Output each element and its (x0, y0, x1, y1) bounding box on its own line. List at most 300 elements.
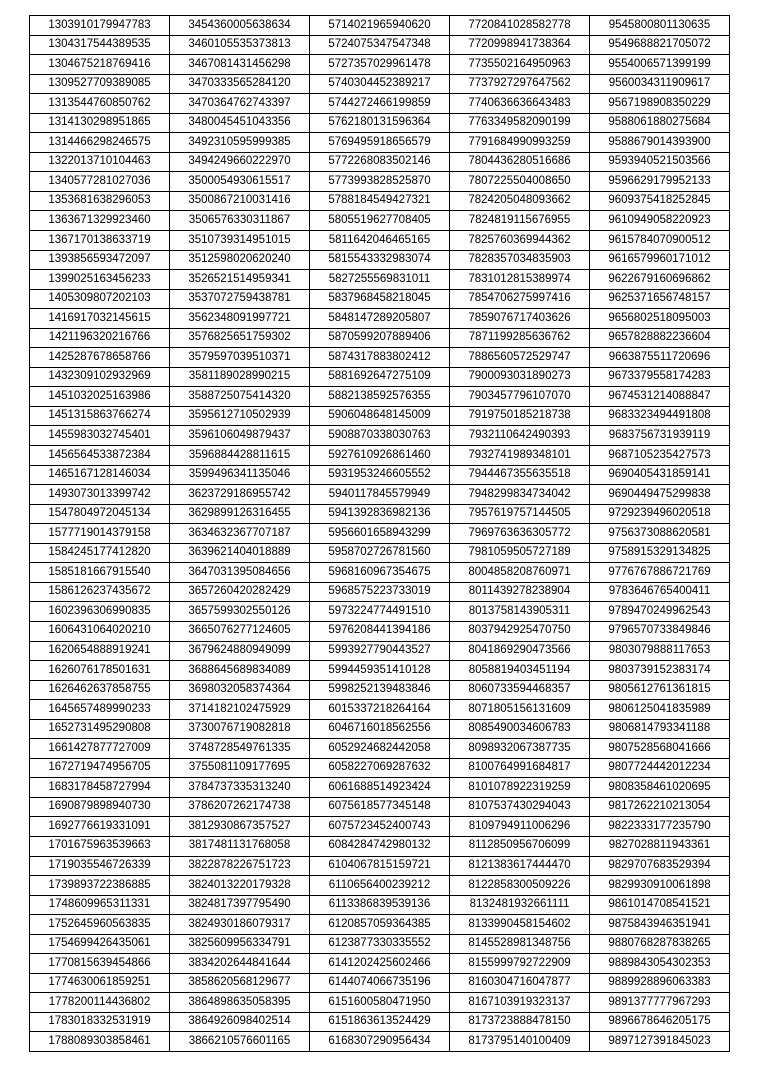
table-cell: 7932110642490393 (450, 426, 590, 446)
table-cell: 6104067815159721 (310, 856, 450, 876)
table-cell: 7828357034835903 (450, 250, 590, 270)
table-cell: 9807528568041666 (590, 739, 730, 759)
table-row (30, 973, 730, 993)
table-cell: 1314130298951865 (30, 113, 170, 133)
table-cell: 1620654888919241 (30, 641, 170, 661)
table-cell: 1304317544389535 (30, 35, 170, 55)
table-cell: 9593940521503566 (590, 152, 730, 172)
table-cell: 9803739152383174 (590, 661, 730, 681)
table-cell: 9729239496020518 (590, 504, 730, 524)
table-cell: 1432309102932969 (30, 367, 170, 387)
table-cell: 5724075347547348 (310, 35, 450, 55)
table-row (30, 700, 730, 720)
table-cell: 3824013220179328 (170, 876, 310, 896)
table-cell: 8011439278238904 (450, 582, 590, 602)
table-row (30, 231, 730, 251)
table-cell: 9896678646205175 (590, 1012, 730, 1032)
table-row (30, 152, 730, 172)
table-cell: 5973224774491510 (310, 602, 450, 622)
table-cell: 7720841028582778 (450, 16, 590, 36)
table-cell: 3864926098402514 (170, 1012, 310, 1032)
table-cell: 9891377777967293 (590, 993, 730, 1013)
table-row (30, 250, 730, 270)
table-row (30, 758, 730, 778)
table-row (30, 582, 730, 602)
table-cell: 3581189028990215 (170, 367, 310, 387)
table-cell: 3500054930615517 (170, 172, 310, 192)
table-cell: 6151600580471950 (310, 993, 450, 1013)
table-row (30, 895, 730, 915)
table-cell: 1455983032745401 (30, 426, 170, 446)
table-row (30, 563, 730, 583)
table-cell: 5740304452389217 (310, 74, 450, 94)
table-cell: 1690879898940730 (30, 797, 170, 817)
table-cell: 9690449475299838 (590, 485, 730, 505)
table-row (30, 172, 730, 192)
table-cell: 6061688514923424 (310, 778, 450, 798)
table-cell: 8145528981348756 (450, 934, 590, 954)
table-cell: 6144074066735196 (310, 973, 450, 993)
table-cell: 8085490034606783 (450, 719, 590, 739)
table-cell: 3824817397795490 (170, 895, 310, 915)
table-cell: 9690405431859141 (590, 465, 730, 485)
table-cell: 5744272466199859 (310, 94, 450, 114)
table-cell: 9789470249962543 (590, 602, 730, 622)
table-cell: 9889843054302353 (590, 954, 730, 974)
table-cell: 1584245177412820 (30, 543, 170, 563)
table-cell: 9807724442012234 (590, 758, 730, 778)
table-row (30, 406, 730, 426)
table-cell: 1367170138633719 (30, 231, 170, 251)
table-cell: 9610949058220923 (590, 211, 730, 231)
table-cell: 3470364762743397 (170, 94, 310, 114)
table-cell: 5958702726781560 (310, 543, 450, 563)
table-cell: 3657260420282429 (170, 582, 310, 602)
table-cell: 9687105235427573 (590, 446, 730, 466)
table-cell: 6084284742980132 (310, 836, 450, 856)
table-cell: 3665076277124605 (170, 621, 310, 641)
table-cell: 9829930910061898 (590, 876, 730, 896)
table-cell: 5815543332983074 (310, 250, 450, 270)
table-cell: 8112850956706099 (450, 836, 590, 856)
table-cell: 6113386839539136 (310, 895, 450, 915)
table-cell: 8121383617444470 (450, 856, 590, 876)
table-cell: 5927610926861460 (310, 446, 450, 466)
table-cell: 6120857059364385 (310, 915, 450, 935)
table-cell: 5940117845579949 (310, 485, 450, 505)
table-cell: 8060733594468357 (450, 680, 590, 700)
table-cell: 9758915329134825 (590, 543, 730, 563)
table-row (30, 504, 730, 524)
table-cell: 3824930186079317 (170, 915, 310, 935)
table-cell: 9805612761361815 (590, 680, 730, 700)
table-row (30, 35, 730, 55)
table-cell: 5968160967354675 (310, 563, 450, 583)
table-cell: 3825609956334791 (170, 934, 310, 954)
table-row (30, 680, 730, 700)
table-cell: 3864898635058395 (170, 993, 310, 1013)
table-cell: 3494249660222970 (170, 152, 310, 172)
table-cell: 3639621404018889 (170, 543, 310, 563)
table-row (30, 524, 730, 544)
table-row (30, 465, 730, 485)
table-cell: 5811642046465165 (310, 231, 450, 251)
table-cell: 9683323494491808 (590, 406, 730, 426)
table-cell: 3500867210031416 (170, 191, 310, 211)
table-cell: 3623729186955742 (170, 485, 310, 505)
table-cell: 1399025163456233 (30, 270, 170, 290)
table-cell: 3579597039510371 (170, 348, 310, 368)
table-row (30, 954, 730, 974)
table-cell: 8122858300509226 (450, 876, 590, 896)
table-cell: 7919750185218738 (450, 406, 590, 426)
table-cell: 9588679014393900 (590, 133, 730, 153)
table-cell: 1425287678658766 (30, 348, 170, 368)
table-cell: 8041869290473566 (450, 641, 590, 661)
table-row (30, 621, 730, 641)
table-cell: 3506576330311867 (170, 211, 310, 231)
table-cell: 5727357029961478 (310, 55, 450, 75)
table-cell: 5773993828525870 (310, 172, 450, 192)
table-cell: 9567198908350229 (590, 94, 730, 114)
number-table-body (30, 16, 730, 1052)
table-cell: 3526521514959341 (170, 270, 310, 290)
table-cell: 1652731495290808 (30, 719, 170, 739)
table-cell: 3512598020620240 (170, 250, 310, 270)
table-cell: 9889928896063383 (590, 973, 730, 993)
table-cell: 5968575223733019 (310, 582, 450, 602)
table-cell: 9549688821705072 (590, 35, 730, 55)
table-cell: 6168307290956434 (310, 1032, 450, 1052)
table-cell: 3510739314951015 (170, 231, 310, 251)
table-cell: 9683756731939119 (590, 426, 730, 446)
table-cell: 8173723888478150 (450, 1012, 590, 1032)
table-cell: 3866210576601165 (170, 1032, 310, 1052)
table-cell: 1465167128146034 (30, 465, 170, 485)
table-cell: 5788184549427321 (310, 191, 450, 211)
table-cell: 9554006571399199 (590, 55, 730, 75)
table-cell: 3454360005638634 (170, 16, 310, 36)
table-cell: 5976208441394186 (310, 621, 450, 641)
table-cell: 1577719014379158 (30, 524, 170, 544)
table-cell: 9880768287838265 (590, 934, 730, 954)
table-row (30, 543, 730, 563)
table-cell: 1314466298246575 (30, 133, 170, 153)
table-cell: 6110656400239212 (310, 876, 450, 896)
table-cell: 6123877330335552 (310, 934, 450, 954)
table-cell: 9783646765400411 (590, 582, 730, 602)
table-row (30, 133, 730, 153)
table-cell: 1322013710104463 (30, 152, 170, 172)
table-cell: 7740636636643483 (450, 94, 590, 114)
table-row (30, 739, 730, 759)
table-row (30, 191, 730, 211)
table-cell: 1363671329923460 (30, 211, 170, 231)
table-cell: 7737927297647562 (450, 74, 590, 94)
table-cell: 9827028811943361 (590, 836, 730, 856)
table-cell: 7791684990993259 (450, 133, 590, 153)
table-cell: 9829707683529394 (590, 856, 730, 876)
table-cell: 1602396306990835 (30, 602, 170, 622)
table-cell: 3596884428811615 (170, 446, 310, 466)
table-cell: 7763349582090199 (450, 113, 590, 133)
table-cell: 5762180131596364 (310, 113, 450, 133)
table-cell: 6075618577345148 (310, 797, 450, 817)
table-cell: 9674531214088847 (590, 387, 730, 407)
table-cell: 3588725075414320 (170, 387, 310, 407)
table-cell: 1626076178501631 (30, 661, 170, 681)
table-row (30, 1032, 730, 1052)
table-cell: 3784737335313240 (170, 778, 310, 798)
table-cell: 7735502164950963 (450, 55, 590, 75)
table-cell: 1770815639454866 (30, 954, 170, 974)
table-row (30, 602, 730, 622)
table-cell: 7871199285636762 (450, 328, 590, 348)
table-cell: 1304675218769416 (30, 55, 170, 75)
table-cell: 1547804972045134 (30, 504, 170, 524)
table-cell: 1493073013399742 (30, 485, 170, 505)
table-cell: 7720998941738364 (450, 35, 590, 55)
table-cell: 6075723452400743 (310, 817, 450, 837)
table-cell: 1606431064020210 (30, 621, 170, 641)
table-cell: 1416917032145615 (30, 309, 170, 329)
table-cell: 1701675963539663 (30, 836, 170, 856)
table-cell: 3480045451043356 (170, 113, 310, 133)
table-cell: 3858620568129677 (170, 973, 310, 993)
table-row (30, 856, 730, 876)
table-cell: 8013758143905311 (450, 602, 590, 622)
table-cell: 1451032025163986 (30, 387, 170, 407)
table-cell: 7944467355635518 (450, 465, 590, 485)
table-cell: 9796570733849846 (590, 621, 730, 641)
table-cell: 8155999792722909 (450, 954, 590, 974)
table-cell: 8098932067387735 (450, 739, 590, 759)
table-row (30, 348, 730, 368)
table-cell: 5772268083502146 (310, 152, 450, 172)
table-cell: 9625371656748157 (590, 289, 730, 309)
table-cell: 3467081431456298 (170, 55, 310, 75)
table-cell: 7957619757144505 (450, 504, 590, 524)
table-cell: 8100764991684817 (450, 758, 590, 778)
table-cell: 1748609965311331 (30, 895, 170, 915)
table-cell: 8004858208760971 (450, 563, 590, 583)
table-cell: 3460105535373813 (170, 35, 310, 55)
table-cell: 8132481932661111 (450, 895, 590, 915)
table-cell: 3537072759438781 (170, 289, 310, 309)
table-cell: 7807225504008650 (450, 172, 590, 192)
table-cell: 1309527709389085 (30, 74, 170, 94)
table-cell: 6151863613524429 (310, 1012, 450, 1032)
table-cell: 5906048648145009 (310, 406, 450, 426)
table-cell: 1456564533872384 (30, 446, 170, 466)
table-row (30, 16, 730, 36)
table-row (30, 289, 730, 309)
table-row (30, 817, 730, 837)
table-cell: 1683178458727994 (30, 778, 170, 798)
table-cell: 5993927790443527 (310, 641, 450, 661)
table-row (30, 426, 730, 446)
table-cell: 1645657489990233 (30, 700, 170, 720)
table-cell: 3647031395084656 (170, 563, 310, 583)
table-cell: 9861014708541521 (590, 895, 730, 915)
table-cell: 5837968458218045 (310, 289, 450, 309)
table-cell: 5848147289205807 (310, 309, 450, 329)
table-cell: 6052924682442058 (310, 739, 450, 759)
table-cell: 6046716018562556 (310, 719, 450, 739)
table-cell: 7981059505727189 (450, 543, 590, 563)
table-cell: 3817481131768058 (170, 836, 310, 856)
table-row (30, 876, 730, 896)
table-cell: 1313544760850762 (30, 94, 170, 114)
table-cell: 9596629179952133 (590, 172, 730, 192)
table-cell: 9875843946351941 (590, 915, 730, 935)
table-cell: 1340577281027036 (30, 172, 170, 192)
table-cell: 9560034311909617 (590, 74, 730, 94)
table-cell: 7831012815389974 (450, 270, 590, 290)
table-cell: 7900093031890273 (450, 367, 590, 387)
table-row (30, 1012, 730, 1032)
table-cell: 8173795140100409 (450, 1032, 590, 1052)
table-row (30, 74, 730, 94)
table-cell: 5994459351410128 (310, 661, 450, 681)
table-cell: 3786207262174738 (170, 797, 310, 817)
table-row (30, 328, 730, 348)
table-cell: 5931953246605552 (310, 465, 450, 485)
table-cell: 9663875511720696 (590, 348, 730, 368)
table-cell: 3599496341135046 (170, 465, 310, 485)
table-cell: 8101078922319259 (450, 778, 590, 798)
table-cell: 9817262210213054 (590, 797, 730, 817)
table-cell: 5941392836982136 (310, 504, 450, 524)
table-cell: 9776767886721769 (590, 563, 730, 583)
table-row (30, 993, 730, 1013)
table-cell: 8037942925470750 (450, 621, 590, 641)
table-cell: 5881692647275109 (310, 367, 450, 387)
table-cell: 5827255569831011 (310, 270, 450, 290)
table-cell: 1719035546726339 (30, 856, 170, 876)
table-cell: 9803079888117653 (590, 641, 730, 661)
table-row (30, 270, 730, 290)
table-cell: 1303910179947783 (30, 16, 170, 36)
table-cell: 1752645960563835 (30, 915, 170, 935)
table-row (30, 309, 730, 329)
table-cell: 1788089303858461 (30, 1032, 170, 1052)
table-cell: 1692776619331091 (30, 817, 170, 837)
table-row (30, 778, 730, 798)
table-cell: 3730076719082818 (170, 719, 310, 739)
table-cell: 1353681638296053 (30, 191, 170, 211)
table-cell: 3634632367707187 (170, 524, 310, 544)
table-row (30, 836, 730, 856)
table-cell: 9656802518095003 (590, 309, 730, 329)
table-cell: 8167103919323137 (450, 993, 590, 1013)
table-row (30, 367, 730, 387)
table-row (30, 797, 730, 817)
table-cell: 1783018332531919 (30, 1012, 170, 1032)
table-cell: 3657599302550126 (170, 602, 310, 622)
table-cell: 5714021965940620 (310, 16, 450, 36)
table-cell: 1778200114436802 (30, 993, 170, 1013)
table-row (30, 446, 730, 466)
table-cell: 5874317883802412 (310, 348, 450, 368)
table-cell: 1672719474956705 (30, 758, 170, 778)
table-cell: 9615784070900512 (590, 231, 730, 251)
table-cell: 3679624880949099 (170, 641, 310, 661)
table-cell: 8109794911006296 (450, 817, 590, 837)
table-cell: 7948299834734042 (450, 485, 590, 505)
table-cell: 9897127391845023 (590, 1032, 730, 1052)
table-cell: 9806814793341188 (590, 719, 730, 739)
table-cell: 1405309807202103 (30, 289, 170, 309)
table-row (30, 661, 730, 681)
table-cell: 8133990458154602 (450, 915, 590, 935)
table-cell: 9609375418252845 (590, 191, 730, 211)
table-cell: 7825760369944362 (450, 231, 590, 251)
table-cell: 3576825651759302 (170, 328, 310, 348)
table-cell: 3470333565284120 (170, 74, 310, 94)
table-row (30, 485, 730, 505)
table-cell: 1585181667915540 (30, 563, 170, 583)
table-cell: 1421196320216766 (30, 328, 170, 348)
table-cell: 1774630061859251 (30, 973, 170, 993)
table-row (30, 113, 730, 133)
table-cell: 5956601658943299 (310, 524, 450, 544)
table-row (30, 641, 730, 661)
table-cell: 1393856593472097 (30, 250, 170, 270)
table-cell: 1626462637858755 (30, 680, 170, 700)
table-cell: 3698032058374364 (170, 680, 310, 700)
table-row (30, 934, 730, 954)
table-cell: 5882138592576355 (310, 387, 450, 407)
table-cell: 1754699426435061 (30, 934, 170, 954)
table-cell: 3812930867357527 (170, 817, 310, 837)
table-cell: 5870599207889406 (310, 328, 450, 348)
table-cell: 9616579960171012 (590, 250, 730, 270)
table-cell: 7932741989348101 (450, 446, 590, 466)
table-cell: 5908870338030763 (310, 426, 450, 446)
table-cell: 9588061880275684 (590, 113, 730, 133)
table-cell: 1661427877727009 (30, 739, 170, 759)
table-cell: 5998252139483846 (310, 680, 450, 700)
table-cell: 7903457796107070 (450, 387, 590, 407)
table-cell: 7886560572529747 (450, 348, 590, 368)
table-cell: 9822333177235790 (590, 817, 730, 837)
table-cell: 9545800801130635 (590, 16, 730, 36)
table-cell: 3595612710502939 (170, 406, 310, 426)
table-row (30, 915, 730, 935)
table-cell: 7969763636305772 (450, 524, 590, 544)
table-cell: 1739893722386885 (30, 876, 170, 896)
table-cell: 5805519627708405 (310, 211, 450, 231)
table-cell: 9806125041835989 (590, 700, 730, 720)
table-cell: 3596106049879437 (170, 426, 310, 446)
table-cell: 7804436280516686 (450, 152, 590, 172)
table-cell: 3834202644841644 (170, 954, 310, 974)
table-row (30, 211, 730, 231)
table-row (30, 387, 730, 407)
table-cell: 3748728549761335 (170, 739, 310, 759)
table-cell: 6141202425602466 (310, 954, 450, 974)
table-cell: 9673379558174283 (590, 367, 730, 387)
table-row (30, 719, 730, 739)
table-cell: 7824205048093662 (450, 191, 590, 211)
table-row (30, 94, 730, 114)
table-cell: 8071805156131609 (450, 700, 590, 720)
table-cell: 5769495918656579 (310, 133, 450, 153)
number-table (29, 15, 730, 1052)
table-cell: 3822878226751723 (170, 856, 310, 876)
table-cell: 8058819403451194 (450, 661, 590, 681)
